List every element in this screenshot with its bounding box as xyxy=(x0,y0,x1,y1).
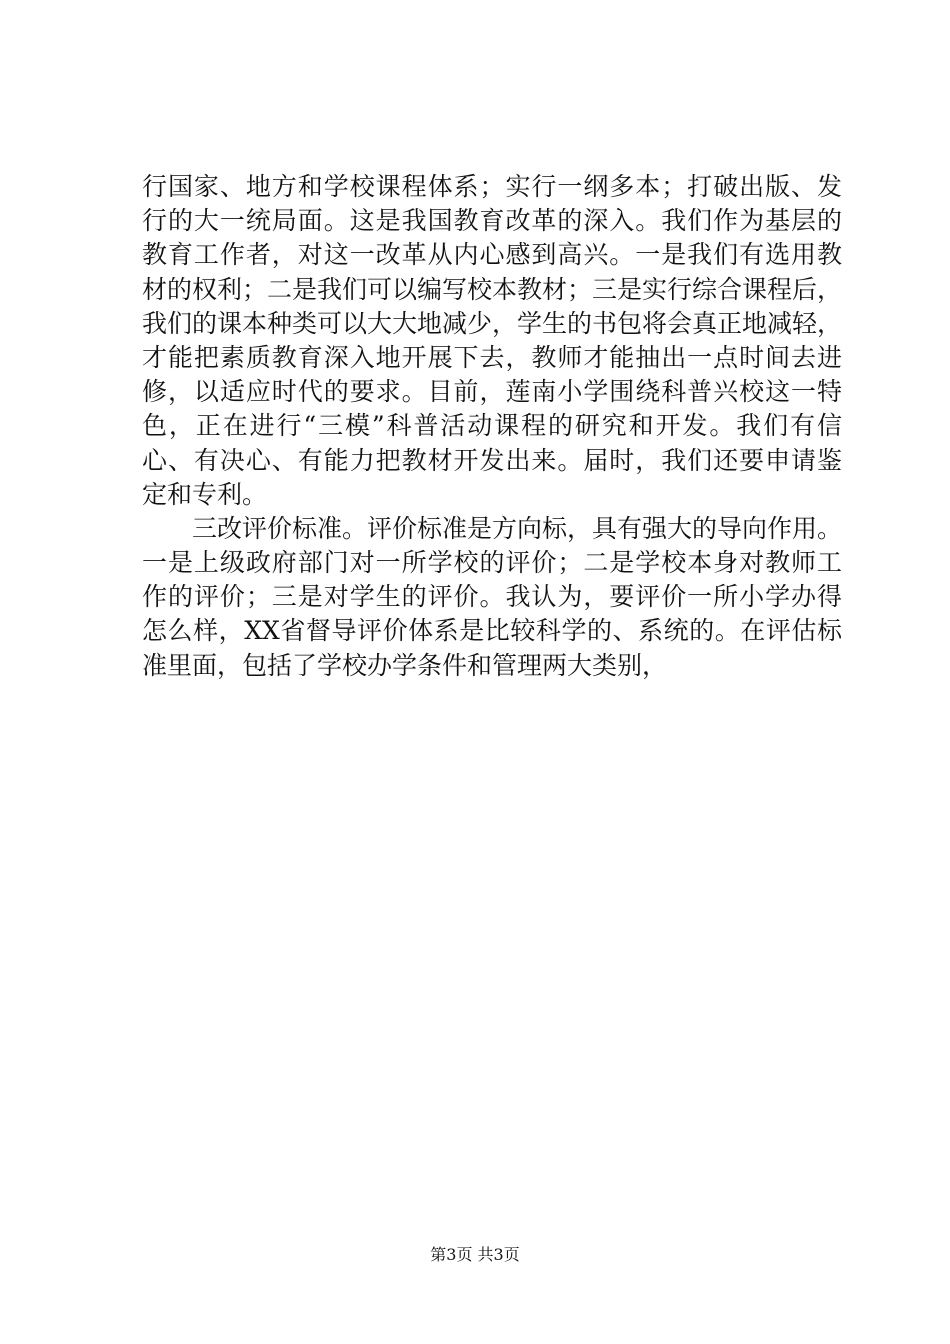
text-line: 行的大一统局面。这是我国教育改革的深入。我们作为基层的 xyxy=(142,206,842,236)
text-line: 行国家、地方和学校课程体系；实行一纲多本；打破出版、发 xyxy=(142,172,842,201)
text-line: 准里面，包括了学校办学条件和管理两大类别， xyxy=(142,650,668,680)
text-line: 我们的课本种类可以大大地减少，学生的书包将会真正地减轻， xyxy=(142,308,843,338)
text-line: 定和专利。 xyxy=(142,479,268,509)
text-line: 三改评价标准。评价标准是方向标，具有强大的导向作用。 xyxy=(142,513,843,543)
text-line: 材的权利；二是我们可以编写校本教材；三是实行综合课程后， xyxy=(142,274,843,304)
text-line: 作的评价；三是对学生的评价。我认为，要评价一所小学办得 xyxy=(142,582,842,612)
document-body xyxy=(142,170,842,683)
text-line: 心、有决心、有能力把教材开发出来。届时，我们还要申请鉴 xyxy=(142,445,842,475)
text-line: 怎么样，XX省督导评价体系是比较科学的、系统的。在评估标 xyxy=(142,616,842,646)
text-line: 色，正在进行“三模”科普活动课程的研究和开发。我们有信 xyxy=(142,411,842,441)
text-line: 修，以适应时代的要求。目前，莲南小学围绕科普兴校这一特 xyxy=(142,377,842,407)
page-number-footer: 第3页 共3页 xyxy=(430,1245,520,1264)
text-line: 教育工作者，对这一改革从内心感到高兴。一是我们有选用教 xyxy=(142,240,842,270)
text-line: 一是上级政府部门对一所学校的评价；二是学校本身对教师工 xyxy=(142,548,842,578)
text-line: 才能把素质教育深入地开展下去，教师才能抽出一点时间去进 xyxy=(142,342,842,372)
